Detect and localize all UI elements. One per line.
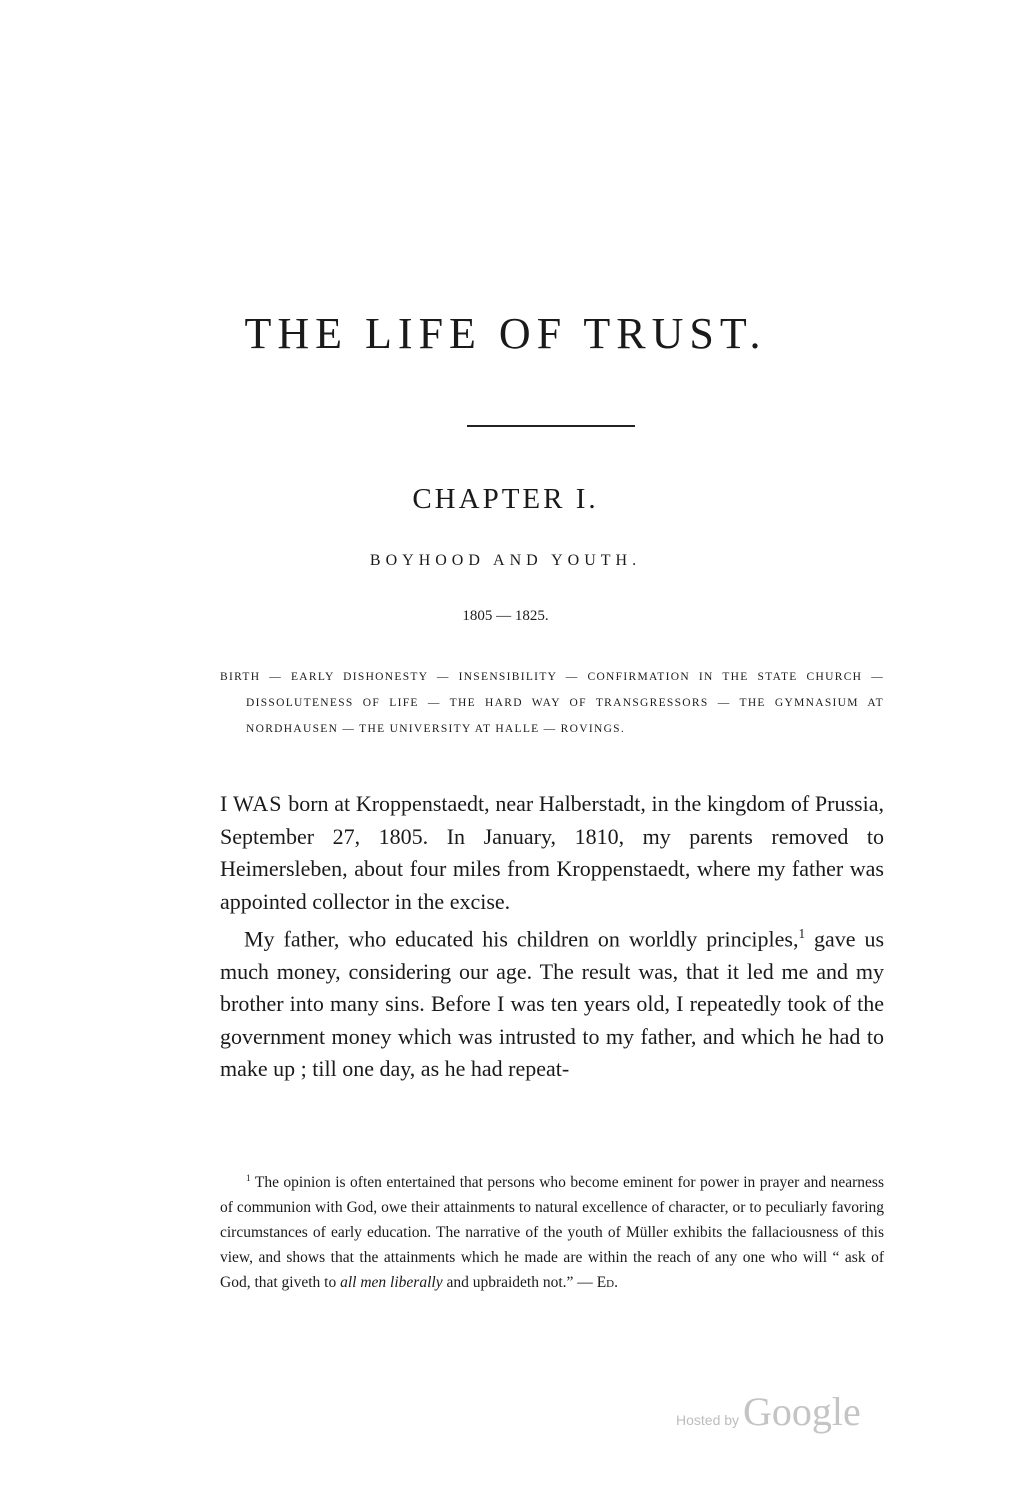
body-text (220, 788, 884, 1086)
footnote (220, 1167, 884, 1295)
paragraph-1-text: born at Kroppenstaedt, near Halberstadt, in the kingdom of Prussia, September 27, 1805. In January, 1810, my parents removed to Heimersleben, about four miles from Kroppenstaedt, where my father was appointed collector in the excise. (220, 791, 884, 914)
paragraph-1 (220, 788, 884, 918)
book-title: THE LIFE OF TRUST. (244, 309, 767, 358)
chapter-years: 1805 — 1825. (462, 608, 549, 624)
hosted-by-watermark (676, 1388, 861, 1435)
title-divider (467, 425, 635, 427)
synopsis-text: BIRTH — EARLY DISHONESTY — INSENSIBILITY — CONFIRMATION IN THE STATE CHURCH — DISSOLUTENESS OF LIFE — THE HARD WAY OF TRANSGRESSORS — THE GYMNASIUM AT NORDHAUSEN — THE UNIVERSITY AT HALLE — ROVINGS. (220, 671, 884, 735)
paragraph-2-text-a: My father, who educated his children on worldly principles, (244, 926, 799, 952)
footnote-mark: 1 (246, 1174, 251, 1184)
footnote-italic: all men liberally (340, 1274, 443, 1292)
paragraph-2 (220, 918, 884, 1086)
chapter-synopsis (220, 664, 884, 742)
footnote-text-end: and upbraideth not.” — (442, 1274, 597, 1292)
google-logo: Google (743, 1389, 861, 1434)
hosted-by-label: Hosted by (676, 1412, 740, 1428)
footnote-signature: Ed. (596, 1274, 618, 1292)
footnote-reference: 1 (798, 926, 806, 941)
footnote-text: The opinion is often entertained that persons who become eminent for power in prayer and nearness of communion with God, owe their attainments to natural excellence of character, or to peculiarly favoring circumstances of early education. The narrative of the youth of Müller exhibits the fallaciousness of this view, and shows that the attainments which he made are within the reach of any one who will “ ask of God, that giveth to (220, 1174, 884, 1292)
paragraph-1-initial: I (220, 791, 234, 816)
chapter-subtitle: BOYHOOD AND YOUTH. (369, 552, 642, 569)
chapter-heading: CHAPTER I. (412, 483, 599, 515)
paragraph-1-smallcaps: WAS (233, 791, 283, 816)
paragraph-2-text-b: gave us much money, considering our age. The result was, that it led me and my brother into many sins. Before I was ten years old, I repeatedly took of the government money which was intrusted to my father, and which he had to make up ; till one day, as he had repeat- (220, 926, 885, 1082)
